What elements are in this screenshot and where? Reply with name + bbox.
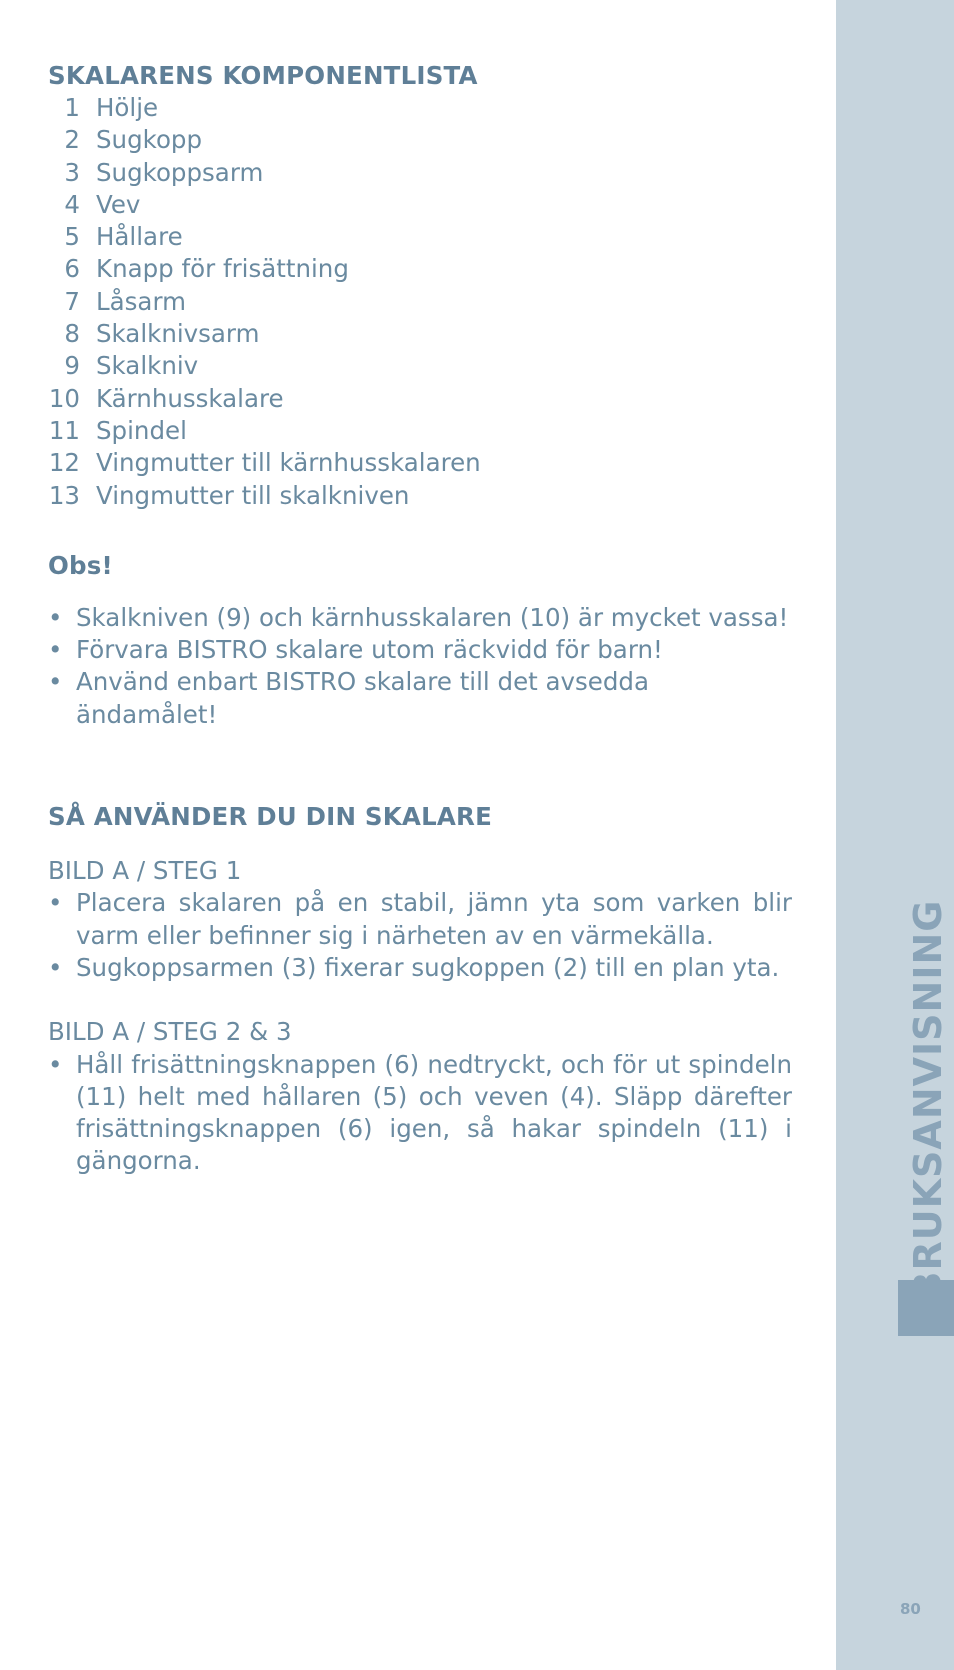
item-number: 12 — [48, 448, 80, 478]
item-number: 1 — [64, 93, 80, 122]
step1-list — [48, 887, 792, 984]
item-number: 7 — [64, 286, 80, 316]
page-number: 80 — [900, 1600, 921, 1618]
item-label: Skalknivsarm — [96, 319, 260, 349]
item-label: Skalkniv — [96, 351, 199, 381]
step1-item: • Placera skalaren på en stabil, jämn yta som varken blir varm eller befinner sig i närheten av en värmekälla. — [48, 887, 792, 952]
step1-item: • Sugkoppsarmen (3) fixerar sugkoppen (2) till en plan yta. — [48, 952, 792, 984]
item-label: Hölje — [96, 93, 159, 122]
item-label: Vev — [96, 189, 141, 219]
components-title: SKALARENS KOMPONENTLISTA — [48, 61, 478, 90]
item-label: Knapp för frisättning — [96, 254, 349, 284]
step2-list — [48, 1049, 792, 1178]
list-item — [48, 415, 792, 447]
item-label: Sugkoppsarm — [96, 157, 264, 187]
list-item — [48, 157, 792, 189]
item-label: Vingmutter till skalkniven — [96, 480, 410, 510]
item-number: 10 — [48, 383, 80, 413]
item-number: 6 — [64, 254, 80, 284]
item-number: 2 — [64, 125, 80, 155]
step2-label: BILD A / STEG 2 & 3 — [48, 1017, 292, 1047]
item-number: 11 — [48, 415, 80, 445]
note-item: • Använd enbart BISTRO skalare till det avsedda ändamålet! — [48, 666, 792, 731]
list-item — [48, 480, 792, 512]
item-number: 8 — [64, 319, 80, 349]
item-label: Kärnhusskalare — [96, 383, 284, 413]
step2-item: • Håll frisättningsknappen (6) nedtryckt, och för ut spindeln (11) helt med hållaren (5) och veven (4). Släpp därefter frisättningsknappen (6) igen, så hakar spindeln (11) i gängorna. — [48, 1049, 792, 1178]
list-item — [48, 253, 792, 285]
side-margin-band — [836, 0, 954, 1670]
note-title: Obs! — [48, 550, 113, 580]
list-item — [48, 350, 792, 382]
components-list — [48, 92, 792, 512]
step1-label: BILD A / STEG 1 — [48, 856, 242, 886]
item-label: Spindel — [96, 415, 187, 445]
item-label: Låsarm — [96, 286, 186, 316]
list-item — [48, 221, 792, 253]
note-item: • Förvara BISTRO skalare utom räckvidd för barn! — [48, 634, 792, 666]
item-label: Sugkopp — [96, 125, 203, 155]
item-number: 5 — [64, 222, 80, 252]
usage-title: SÅ ANVÄNDER DU DIN SKALARE — [48, 802, 493, 832]
item-number: 9 — [64, 351, 80, 381]
note-item: • Skalkniven (9) och kärnhusskalaren (10) är mycket vassa! — [48, 602, 792, 634]
item-label: Hållare — [96, 222, 183, 252]
note-list — [48, 602, 792, 731]
list-item — [48, 189, 792, 221]
list-item — [48, 318, 792, 350]
list-item — [48, 286, 792, 318]
item-label: Vingmutter till kärnhusskalaren — [96, 448, 481, 478]
list-item — [48, 383, 792, 415]
section-label: BRUKSANVISNING — [906, 899, 950, 1301]
list-item — [48, 124, 792, 156]
item-number: 3 — [64, 157, 80, 187]
list-item — [48, 447, 792, 479]
item-number: 4 — [64, 189, 80, 219]
document-content — [48, 60, 792, 1178]
list-item — [48, 92, 792, 124]
item-number: 13 — [48, 480, 80, 510]
